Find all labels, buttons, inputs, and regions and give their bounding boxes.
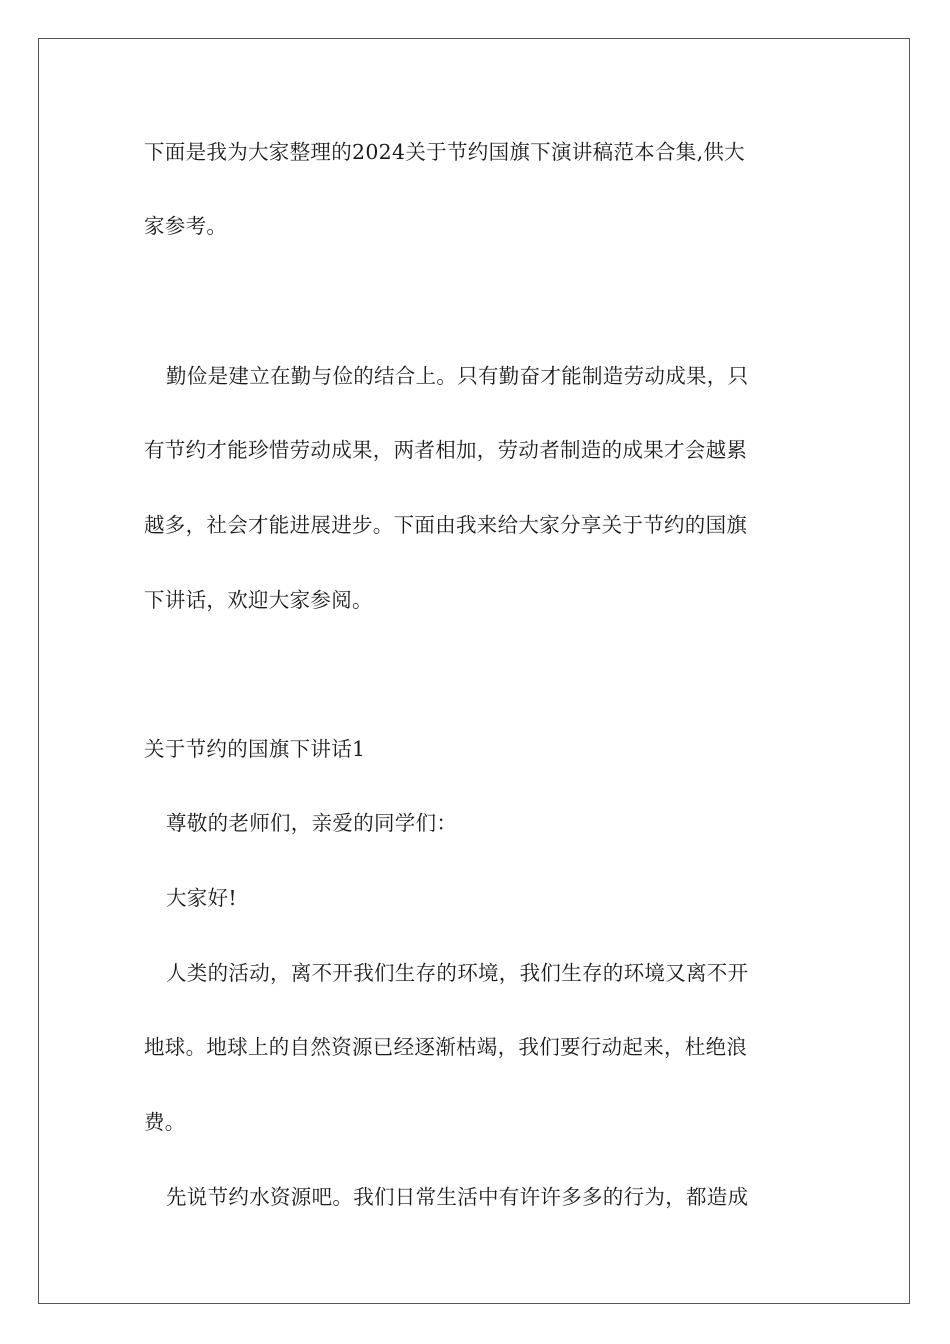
paragraph-2-line-2: 地球。地球上的自然资源已经逐渐枯竭，我们要行动起来，杜绝浪 xyxy=(144,1035,748,1059)
paragraph-1-line-2: 有节约才能珍惜劳动成果，两者相加，劳动者制造的成果才会越累 xyxy=(144,438,748,462)
paragraph-1-line-4: 下讲话，欢迎大家参阅。 xyxy=(144,588,373,612)
paragraph-3-line-1: 先说节约水资源吧。我们日常生活中有许许多多的行为，都造成 xyxy=(166,1185,749,1209)
paragraph-1-line-3: 越多，社会才能进展进步。下面由我来给大家分享关于节约的国旗 xyxy=(144,513,748,537)
section-heading: 关于节约的国旗下讲话1 xyxy=(144,737,366,761)
paragraph-2-line-3: 费。 xyxy=(144,1110,186,1134)
salutation: 尊敬的老师们，亲爱的同学们： xyxy=(166,811,458,835)
paragraph-1-line-1: 勤俭是建立在勤与俭的结合上。只有勤奋才能制造劳动成果，只 xyxy=(166,364,749,388)
intro-line-2: 家参考。 xyxy=(144,214,228,238)
greeting: 大家好! xyxy=(166,886,237,910)
paragraph-2-line-1: 人类的活动，离不开我们生存的环境，我们生存的环境又离不开 xyxy=(166,961,749,985)
intro-line-1: 下面是我为大家整理的2024关于节约国旗下演讲稿范本合集,供大 xyxy=(144,140,745,164)
